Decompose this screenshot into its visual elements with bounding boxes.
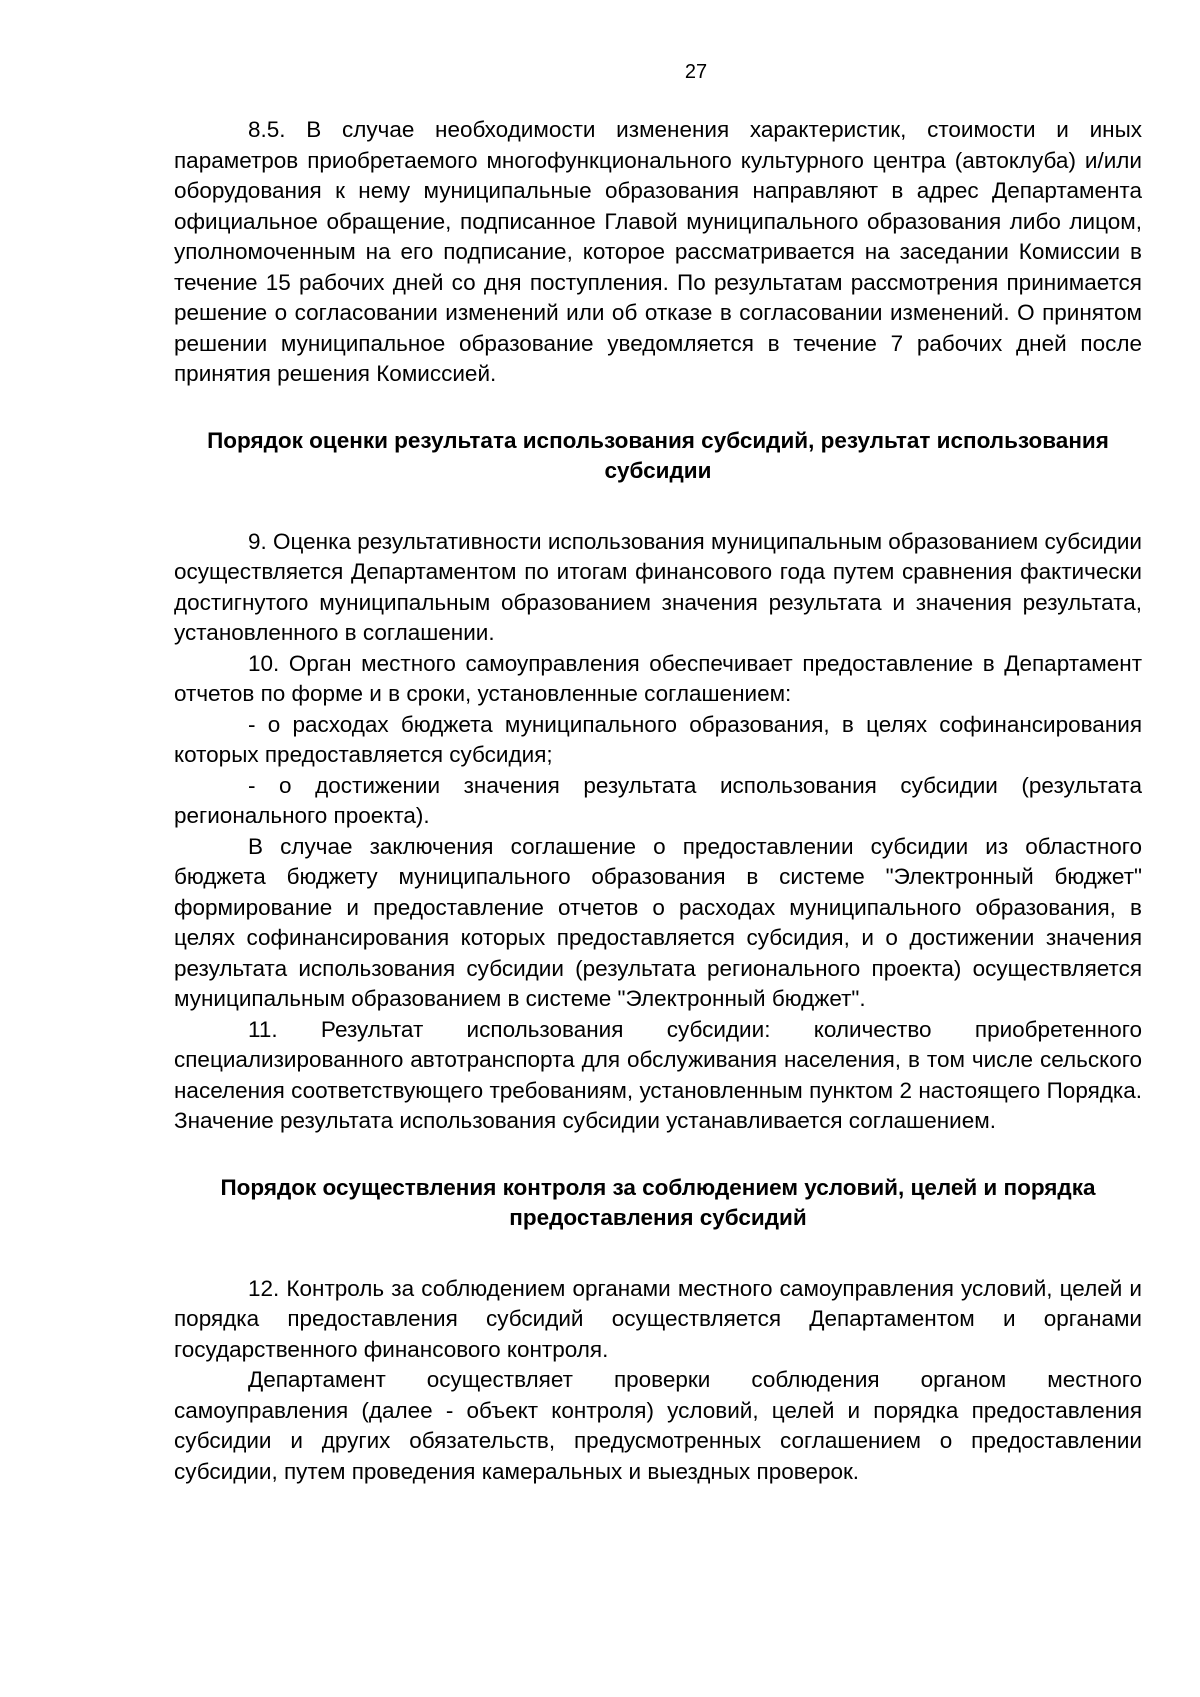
- paragraph-electronic-budget: В случае заключения соглашение о предоставлении субсидии из областного бюджета бюджету муниципального образования в системе "Электронный бюджет" формирование и предоставление отчетов о расходах муниципального образования, в целях софинансирования которых предоставляется субсидия, и о достижении значения результата использования субсидии (результата регионального проекта) осуществляется муниципальным образованием в системе "Электронный бюджет".: [174, 833, 1142, 1011]
- paragraph-department-checks: Департамент осуществляет проверки соблюдения органом местного самоуправления (далее - объект контроля) условий, целей и порядка предоставления субсидии и других обязательств, предусмотренных соглашением о предоставлении субсидии, путем проведения камеральных и выездных проверок.: [174, 1367, 1142, 1484]
- page-number: 27: [684, 61, 708, 83]
- list-item-expenses: - о расходах бюджета муниципального образования, в целях софинансирования которых предоставляется субсидия;: [174, 711, 1142, 767]
- paragraph-8-5: 8.5. В случае необходимости изменения характеристик, стоимости и иных параметров приобретаемого многофункционального культурного центра (автоклуба) и/или оборудования к нему муниципальные образования направляют в адрес Департамента официальное обращение, подписанное Главой муниципального образования либо лицом, уполномоченным на его подписание, которое рассматривается на заседании Комиссии в течение 15 рабочих дней со дня поступления. По результатам рассмотрения принимается решение о согласовании изменений или об отказе в согласовании изменений. О принятом решении муниципальное образование уведомляется в течение 7 рабочих дней после принятия решения Комиссией.: [174, 117, 1142, 386]
- paragraph-11: 11. Результат использования субсидии: количество приобретенного специализированного автотранспорта для обслуживания населения, в том числе сельского населения соответствующего требованиям, установленным пунктом 2 настоящего Порядка. Значение результата использования субсидии устанавливается соглашением.: [174, 1016, 1142, 1133]
- section-heading-control: Порядок осуществления контроля за соблюдением условий, целей и порядка предоставления субсидий: [220, 1174, 1096, 1230]
- paragraph-10: 10. Орган местного самоуправления обеспечивает предоставление в Департамент отчетов по форме и в сроки, установленные соглашением:: [174, 650, 1142, 706]
- document-body: [174, 115, 1142, 1487]
- section-heading-evaluation: Порядок оценки результата использования субсидий, результат использования субсидии: [207, 427, 1109, 483]
- list-item-achievement: - о достижении значения результата использования субсидии (результата регионального проекта).: [174, 772, 1142, 828]
- paragraph-12: 12. Контроль за соблюдением органами местного самоуправления условий, целей и порядка предоставления субсидий осуществляется Департаментом и органами государственного финансового контроля.: [174, 1275, 1142, 1362]
- paragraph-9: 9. Оценка результативности использования муниципальным образованием субсидии осуществляется Департаментом по итогам финансового года путем сравнения фактически достигнутого муниципальным образованием значения результата и значения результата, установленного в соглашении.: [174, 528, 1142, 645]
